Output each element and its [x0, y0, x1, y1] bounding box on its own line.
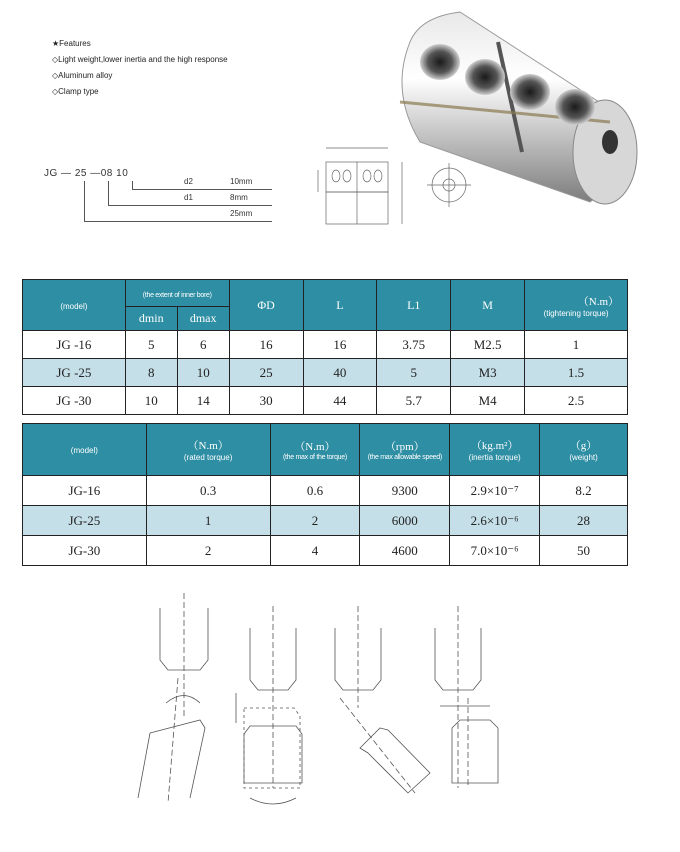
cell-L1: 5.7 — [377, 387, 451, 415]
feature-item: ◇Clamp type — [52, 87, 99, 96]
cell-dmin: 8 — [125, 359, 177, 387]
cell-weight: 50 — [540, 536, 628, 566]
radial-misalignment-diagram — [435, 606, 498, 788]
table-row — [23, 331, 628, 359]
cell-L: 16 — [303, 331, 377, 359]
cell-max: 2 — [270, 506, 360, 536]
table-row — [23, 476, 628, 506]
cell-L1: 3.75 — [377, 331, 451, 359]
cell-model: JG-16 — [23, 476, 147, 506]
tilted-misalignment-diagram — [335, 606, 430, 793]
header-rated-unit: （N.m） — [187, 440, 229, 452]
header-torque-unit: （N.m） — [577, 295, 619, 308]
cell-L: 44 — [303, 387, 377, 415]
table-row — [23, 536, 628, 566]
features-list — [52, 36, 228, 100]
header-inertia: (inertia torque) — [468, 453, 521, 462]
cell-inertia: 7.0×10⁻⁶ — [450, 536, 540, 566]
header-rated: (rated torque) — [183, 453, 233, 462]
model-code: JG — 25 —08 10 — [44, 168, 129, 179]
features-title: ★Features — [52, 39, 91, 48]
d2-value: 10mm — [230, 177, 253, 186]
screw-icon — [420, 44, 460, 80]
header-phiD: ΦD — [229, 280, 303, 331]
cell-max: 0.6 — [270, 476, 360, 506]
header-bore: (the extent of inner bore) — [142, 291, 212, 299]
header-max-unit: （N.m） — [294, 441, 336, 453]
cell-speed: 6000 — [360, 506, 450, 536]
side-view-drawing — [424, 160, 474, 220]
dimension-drawing — [312, 140, 412, 230]
cell-speed: 9300 — [360, 476, 450, 506]
cell-model: JG -16 — [23, 331, 126, 359]
header-M: M — [451, 280, 525, 331]
cell-weight: 8.2 — [540, 476, 628, 506]
header-L1: L1 — [377, 280, 451, 331]
cell-D: 30 — [229, 387, 303, 415]
cell-inertia: 2.9×10⁻⁷ — [450, 476, 540, 506]
cell-M: M4 — [451, 387, 525, 415]
misalignment-diagrams — [130, 588, 530, 818]
cell-M: M3 — [451, 359, 525, 387]
cell-torque: 1.5 — [525, 359, 628, 387]
header-max: (the max of the torque) — [282, 454, 347, 461]
cell-M: M2.5 — [451, 331, 525, 359]
angular-misalignment-diagram — [138, 593, 208, 803]
header-dmax: dmax — [177, 307, 229, 331]
model-code-diagram — [44, 162, 284, 232]
cell-D: 16 — [229, 331, 303, 359]
screw-icon — [510, 74, 550, 110]
cell-rated: 2 — [146, 536, 270, 566]
header-model: (model) — [60, 301, 88, 311]
cell-dmax: 14 — [177, 387, 229, 415]
header-model: (model) — [70, 446, 98, 455]
dimensions-table — [22, 279, 628, 415]
header-weight: (weight) — [569, 453, 598, 462]
table-row — [23, 387, 628, 415]
screw-icon — [555, 89, 595, 125]
header-speed-unit: （rpm） — [384, 441, 425, 453]
cell-weight: 28 — [540, 506, 628, 536]
cell-model: JG -30 — [23, 387, 126, 415]
d1-value: 8mm — [230, 193, 248, 202]
cell-model: JG-30 — [23, 536, 147, 566]
feature-item: ◇Aluminum alloy — [52, 71, 113, 80]
feature-item: ◇Light weight,lower inertia and the high response — [52, 55, 228, 64]
cell-torque: 1 — [525, 331, 628, 359]
cell-L: 40 — [303, 359, 377, 387]
cell-rated: 0.3 — [146, 476, 270, 506]
header-L: L — [303, 280, 377, 331]
performance-table — [22, 423, 628, 566]
header-weight-unit: （g） — [569, 440, 598, 452]
cell-max: 4 — [270, 536, 360, 566]
screw-icon — [465, 59, 505, 95]
cell-dmin: 5 — [125, 331, 177, 359]
cell-model: JG -25 — [23, 359, 126, 387]
cell-rated: 1 — [146, 506, 270, 536]
cell-dmin: 10 — [125, 387, 177, 415]
header-inertia-unit: （kg.m²） — [470, 440, 519, 452]
cell-torque: 2.5 — [525, 387, 628, 415]
cell-D: 25 — [229, 359, 303, 387]
d1-label: d1 — [184, 193, 193, 202]
cell-inertia: 2.6×10⁻⁶ — [450, 506, 540, 536]
cell-model: JG-25 — [23, 506, 147, 536]
d2-label: d2 — [184, 177, 193, 186]
cell-dmax: 6 — [177, 331, 229, 359]
header-dmin: dmin — [125, 307, 177, 331]
cell-speed: 4600 — [360, 536, 450, 566]
header-speed: (the max allowable speed) — [367, 454, 442, 461]
header-torque: (tightening torque) — [543, 308, 609, 318]
table-row — [23, 359, 628, 387]
coupling-photo — [380, 2, 650, 212]
cell-dmax: 10 — [177, 359, 229, 387]
table-row — [23, 506, 628, 536]
cell-L1: 5 — [377, 359, 451, 387]
size-value: 25mm — [230, 209, 253, 218]
axial-misalignment-diagram — [236, 606, 302, 804]
